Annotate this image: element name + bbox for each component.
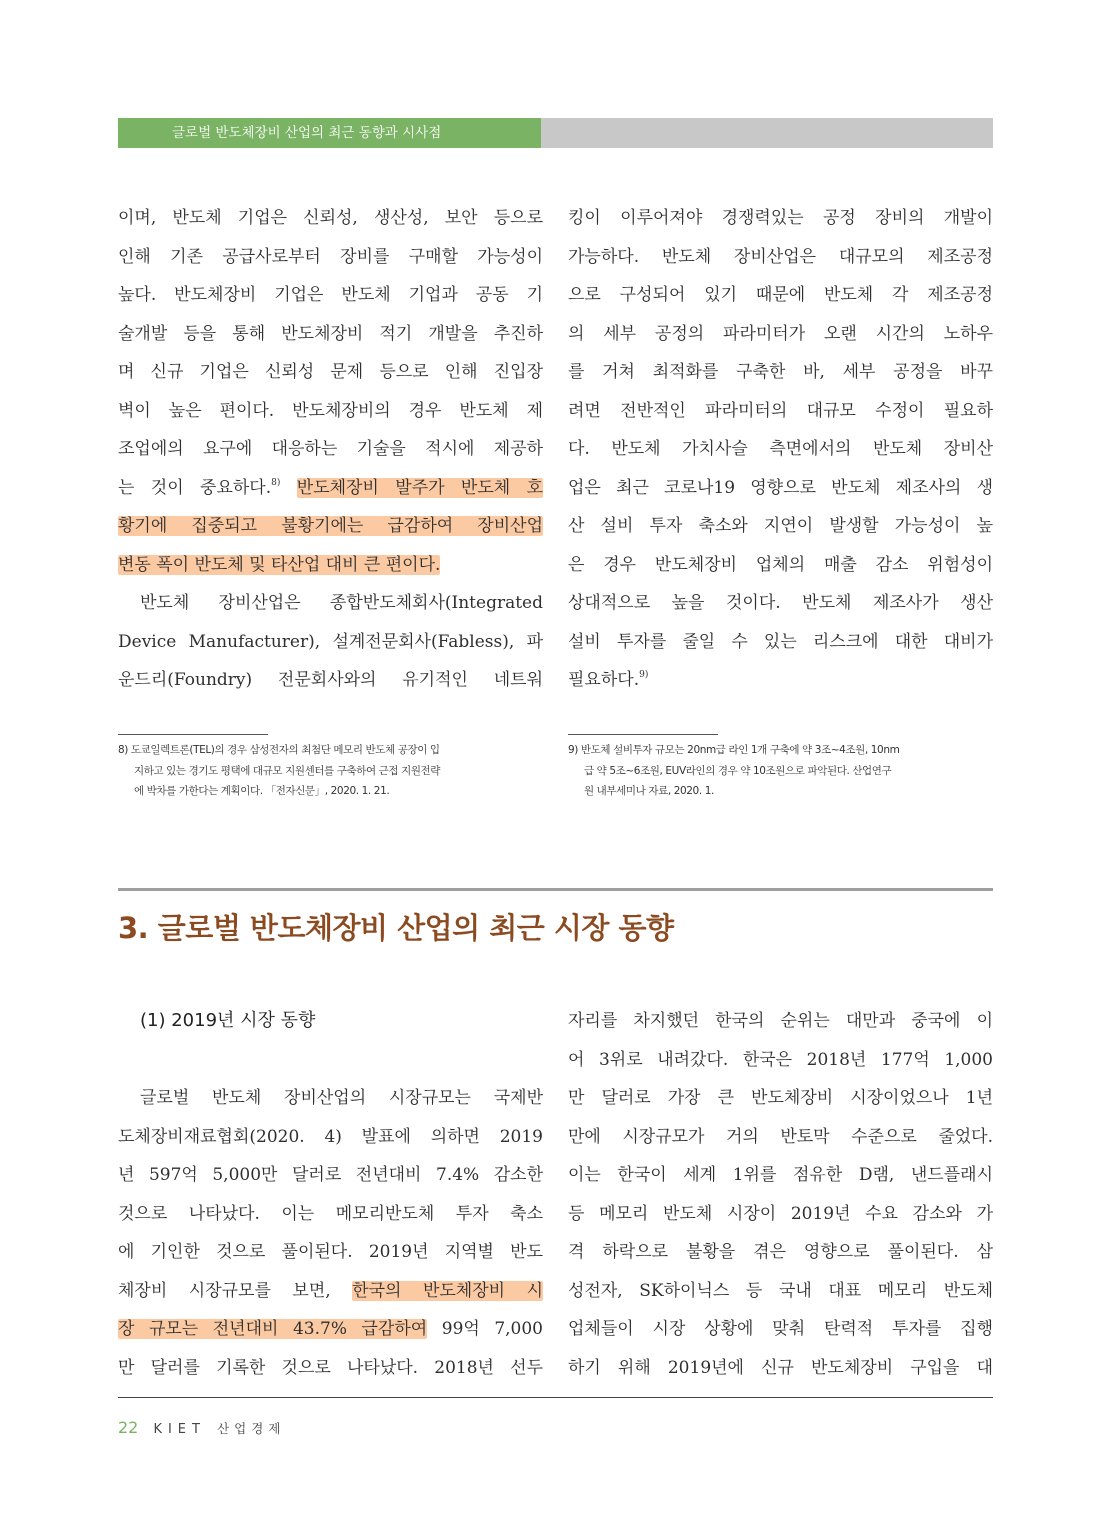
text-line: Device Manufacturer), 설계전문회사(Fabless), 파 bbox=[118, 631, 543, 652]
text-line bbox=[568, 661, 993, 700]
text-line: 자리를 차지했던 한국의 순위는 대만과 중국에 이 bbox=[568, 1011, 993, 1031]
text-line: 운드리(Foundry) 전문회사와의 유기적인 네트워 bbox=[118, 670, 543, 690]
text-line: 글로벌 반도체 장비산업의 시장규모는 국제반 bbox=[140, 1088, 543, 1108]
footnote-line: 급 약 5조~6조원, EUV라인의 경우 약 10조원으로 파악된다. 산업연구 bbox=[584, 764, 892, 777]
footnote-ref-9[interactable]: 9) bbox=[639, 670, 649, 680]
journal-name: 산업경제 bbox=[217, 1421, 286, 1436]
text-line: 며 신규 기업은 신뢰성 문제 등으로 인해 진입장 bbox=[118, 362, 543, 382]
text-line: 만에 시장규모가 거의 반토막 수준으로 줄었다. bbox=[568, 1126, 993, 1147]
text-line: 가능하다. 반도체 장비산업은 대규모의 제조공정 bbox=[568, 246, 993, 267]
text-line: 도체장비재료협회(2020. 4) 발표에 의하면 2019 bbox=[118, 1126, 543, 1147]
running-header bbox=[118, 118, 993, 148]
lower-right-column bbox=[568, 1002, 993, 1387]
footnote-line: 에 박차를 가한다는 계획이다. 「전자신문」, 2020. 1. 21. bbox=[134, 785, 390, 797]
text-line: 어 3위로 내려갔다. 한국은 2018년 177억 1,000 bbox=[568, 1049, 993, 1070]
text-segment: 체장비 시장규모를 보면, bbox=[118, 1280, 331, 1301]
highlighted-text: 장 규모는 전년대비 43.7% 급감하여 bbox=[118, 1319, 428, 1339]
footnote-9 bbox=[568, 740, 998, 802]
text-line: 성전자, SK하이닉스 등 국내 대표 메모리 반도체 bbox=[568, 1280, 993, 1301]
text-segment: 는 것이 중요하다. bbox=[118, 477, 272, 498]
text-line bbox=[118, 469, 543, 508]
page-footer bbox=[118, 1418, 285, 1437]
footnote-line: 9) 반도체 설비투자 규모는 20nm급 라인 1개 구축에 약 3조~4조원, 10nm bbox=[568, 744, 900, 756]
text-line: 업은 최근 코로나19 영향으로 반도체 제조사의 생 bbox=[568, 477, 993, 498]
text-line: 술개발 등을 통해 반도체장비 적기 개발을 추진하 bbox=[118, 323, 543, 344]
text-line: 벽이 높은 편이다. 반도체장비의 경우 반도체 제 bbox=[118, 400, 543, 421]
footnote-ref-8[interactable]: 8) bbox=[271, 477, 281, 488]
text-line: 다. 반도체 가치사슬 측면에서의 반도체 장비산 bbox=[568, 439, 993, 459]
section-title: 3. 글로벌 반도체장비 산업의 최근 시장 동향 bbox=[118, 911, 674, 945]
text-line: 설비 투자를 줄일 수 있는 리스크에 대한 대비가 bbox=[568, 631, 993, 652]
text-line: 조업에의 요구에 대응하는 기술을 적시에 제공하 bbox=[118, 439, 543, 459]
subsection-heading: (1) 2019년 시장 동향 bbox=[140, 1010, 316, 1031]
text-line: 인해 기존 공급사로부터 장비를 구매할 가능성이 bbox=[118, 246, 543, 267]
lower-left-column bbox=[118, 1079, 543, 1387]
section-divider bbox=[118, 888, 993, 891]
text-line bbox=[118, 1310, 543, 1349]
text-line: 년 597억 5,000만 달러로 전년대비 7.4% 감소한 bbox=[118, 1165, 543, 1185]
text-line: 킹이 이루어져야 경쟁력있는 공정 장비의 개발이 bbox=[568, 208, 993, 228]
text-line: 하기 위해 2019년에 신규 반도체장비 구입을 대 bbox=[568, 1357, 993, 1378]
text-line: 만 달러를 기록한 것으로 나타났다. 2018년 선두 bbox=[118, 1357, 543, 1378]
footnote-rule bbox=[568, 734, 718, 735]
text-segment: 필요하다. bbox=[568, 670, 640, 690]
text-line: 만 달러로 가장 큰 반도체장비 시장이었으나 1년 bbox=[568, 1088, 993, 1108]
text-segment: 99억 7,000 bbox=[441, 1319, 544, 1339]
text-line: 려면 전반적인 파라미터의 대규모 수정이 필요하 bbox=[568, 400, 993, 421]
text-line: 격 하락으로 불황을 겪은 영향으로 풀이된다. 삼 bbox=[568, 1242, 993, 1262]
text-line bbox=[118, 546, 543, 585]
text-line: 등 메모리 반도체 시장이 2019년 수요 감소와 가 bbox=[568, 1203, 993, 1224]
text-line: 이며, 반도체 기업은 신뢰성, 생산성, 보안 등으로 bbox=[118, 208, 543, 228]
footer-rule bbox=[118, 1397, 993, 1398]
page-number: 22 bbox=[118, 1418, 139, 1437]
text-line: 업체들이 시장 상황에 맞춰 탄력적 투자를 집행 bbox=[568, 1319, 993, 1339]
footnote-line: 지하고 있는 경기도 평택에 대규모 지원센터를 구축하여 근접 지원전략 bbox=[134, 764, 441, 777]
text-line: 것으로 나타났다. 이는 메모리반도체 투자 축소 bbox=[118, 1203, 543, 1224]
text-line: 상대적으로 높을 것이다. 반도체 제조사가 생산 bbox=[568, 593, 993, 613]
highlighted-text: 반도체장비 발주가 반도체 호 bbox=[296, 477, 544, 498]
text-line: 반도체 장비산업은 종합반도체회사(Integrated bbox=[140, 593, 543, 613]
text-line bbox=[118, 507, 543, 546]
text-line: 으로 구성되어 있기 때문에 반도체 각 제조공정 bbox=[568, 285, 993, 305]
highlighted-text: 한국의 반도체장비 시 bbox=[352, 1280, 543, 1301]
text-line: 이는 한국이 세계 1위를 점유한 D램, 낸드플래시 bbox=[568, 1165, 993, 1185]
upper-right-column bbox=[568, 199, 993, 700]
highlighted-text: 황기에 집중되고 불황기에는 급감하여 장비산업 bbox=[118, 516, 543, 536]
text-line: 의 세부 공정의 파라미터가 오랜 시간의 노하우 bbox=[568, 323, 993, 344]
text-line: 를 거쳐 최적화를 구축한 바, 세부 공정을 바꾸 bbox=[568, 362, 993, 382]
footnote-line: 원 내부세미나 자료, 2020. 1. bbox=[584, 785, 714, 797]
text-line: 산 설비 투자 축소와 지연이 발생할 가능성이 높 bbox=[568, 516, 993, 536]
publisher-name: KIET bbox=[153, 1422, 206, 1437]
text-line: 은 경우 반도체장비 업체의 매출 감소 위험성이 bbox=[568, 554, 993, 575]
footnote-line: 8) 도쿄일렉트론(TEL)의 경우 삼성전자의 최첨단 메모리 반도체 공장이 입 bbox=[118, 744, 440, 756]
running-header-title: 글로벌 반도체장비 산업의 최근 동향과 시사점 bbox=[172, 125, 442, 141]
text-line: 높다. 반도체장비 기업은 반도체 기업과 공동 기 bbox=[118, 285, 543, 305]
footnote-8 bbox=[118, 740, 550, 802]
highlighted-text: 변동 폭이 반도체 및 타산업 대비 큰 편이다. bbox=[118, 554, 441, 575]
upper-left-column bbox=[118, 199, 543, 700]
footnote-rule bbox=[118, 734, 268, 735]
text-line bbox=[118, 1272, 543, 1311]
text-line: 에 기인한 것으로 풀이된다. 2019년 지역별 반도 bbox=[118, 1242, 543, 1262]
